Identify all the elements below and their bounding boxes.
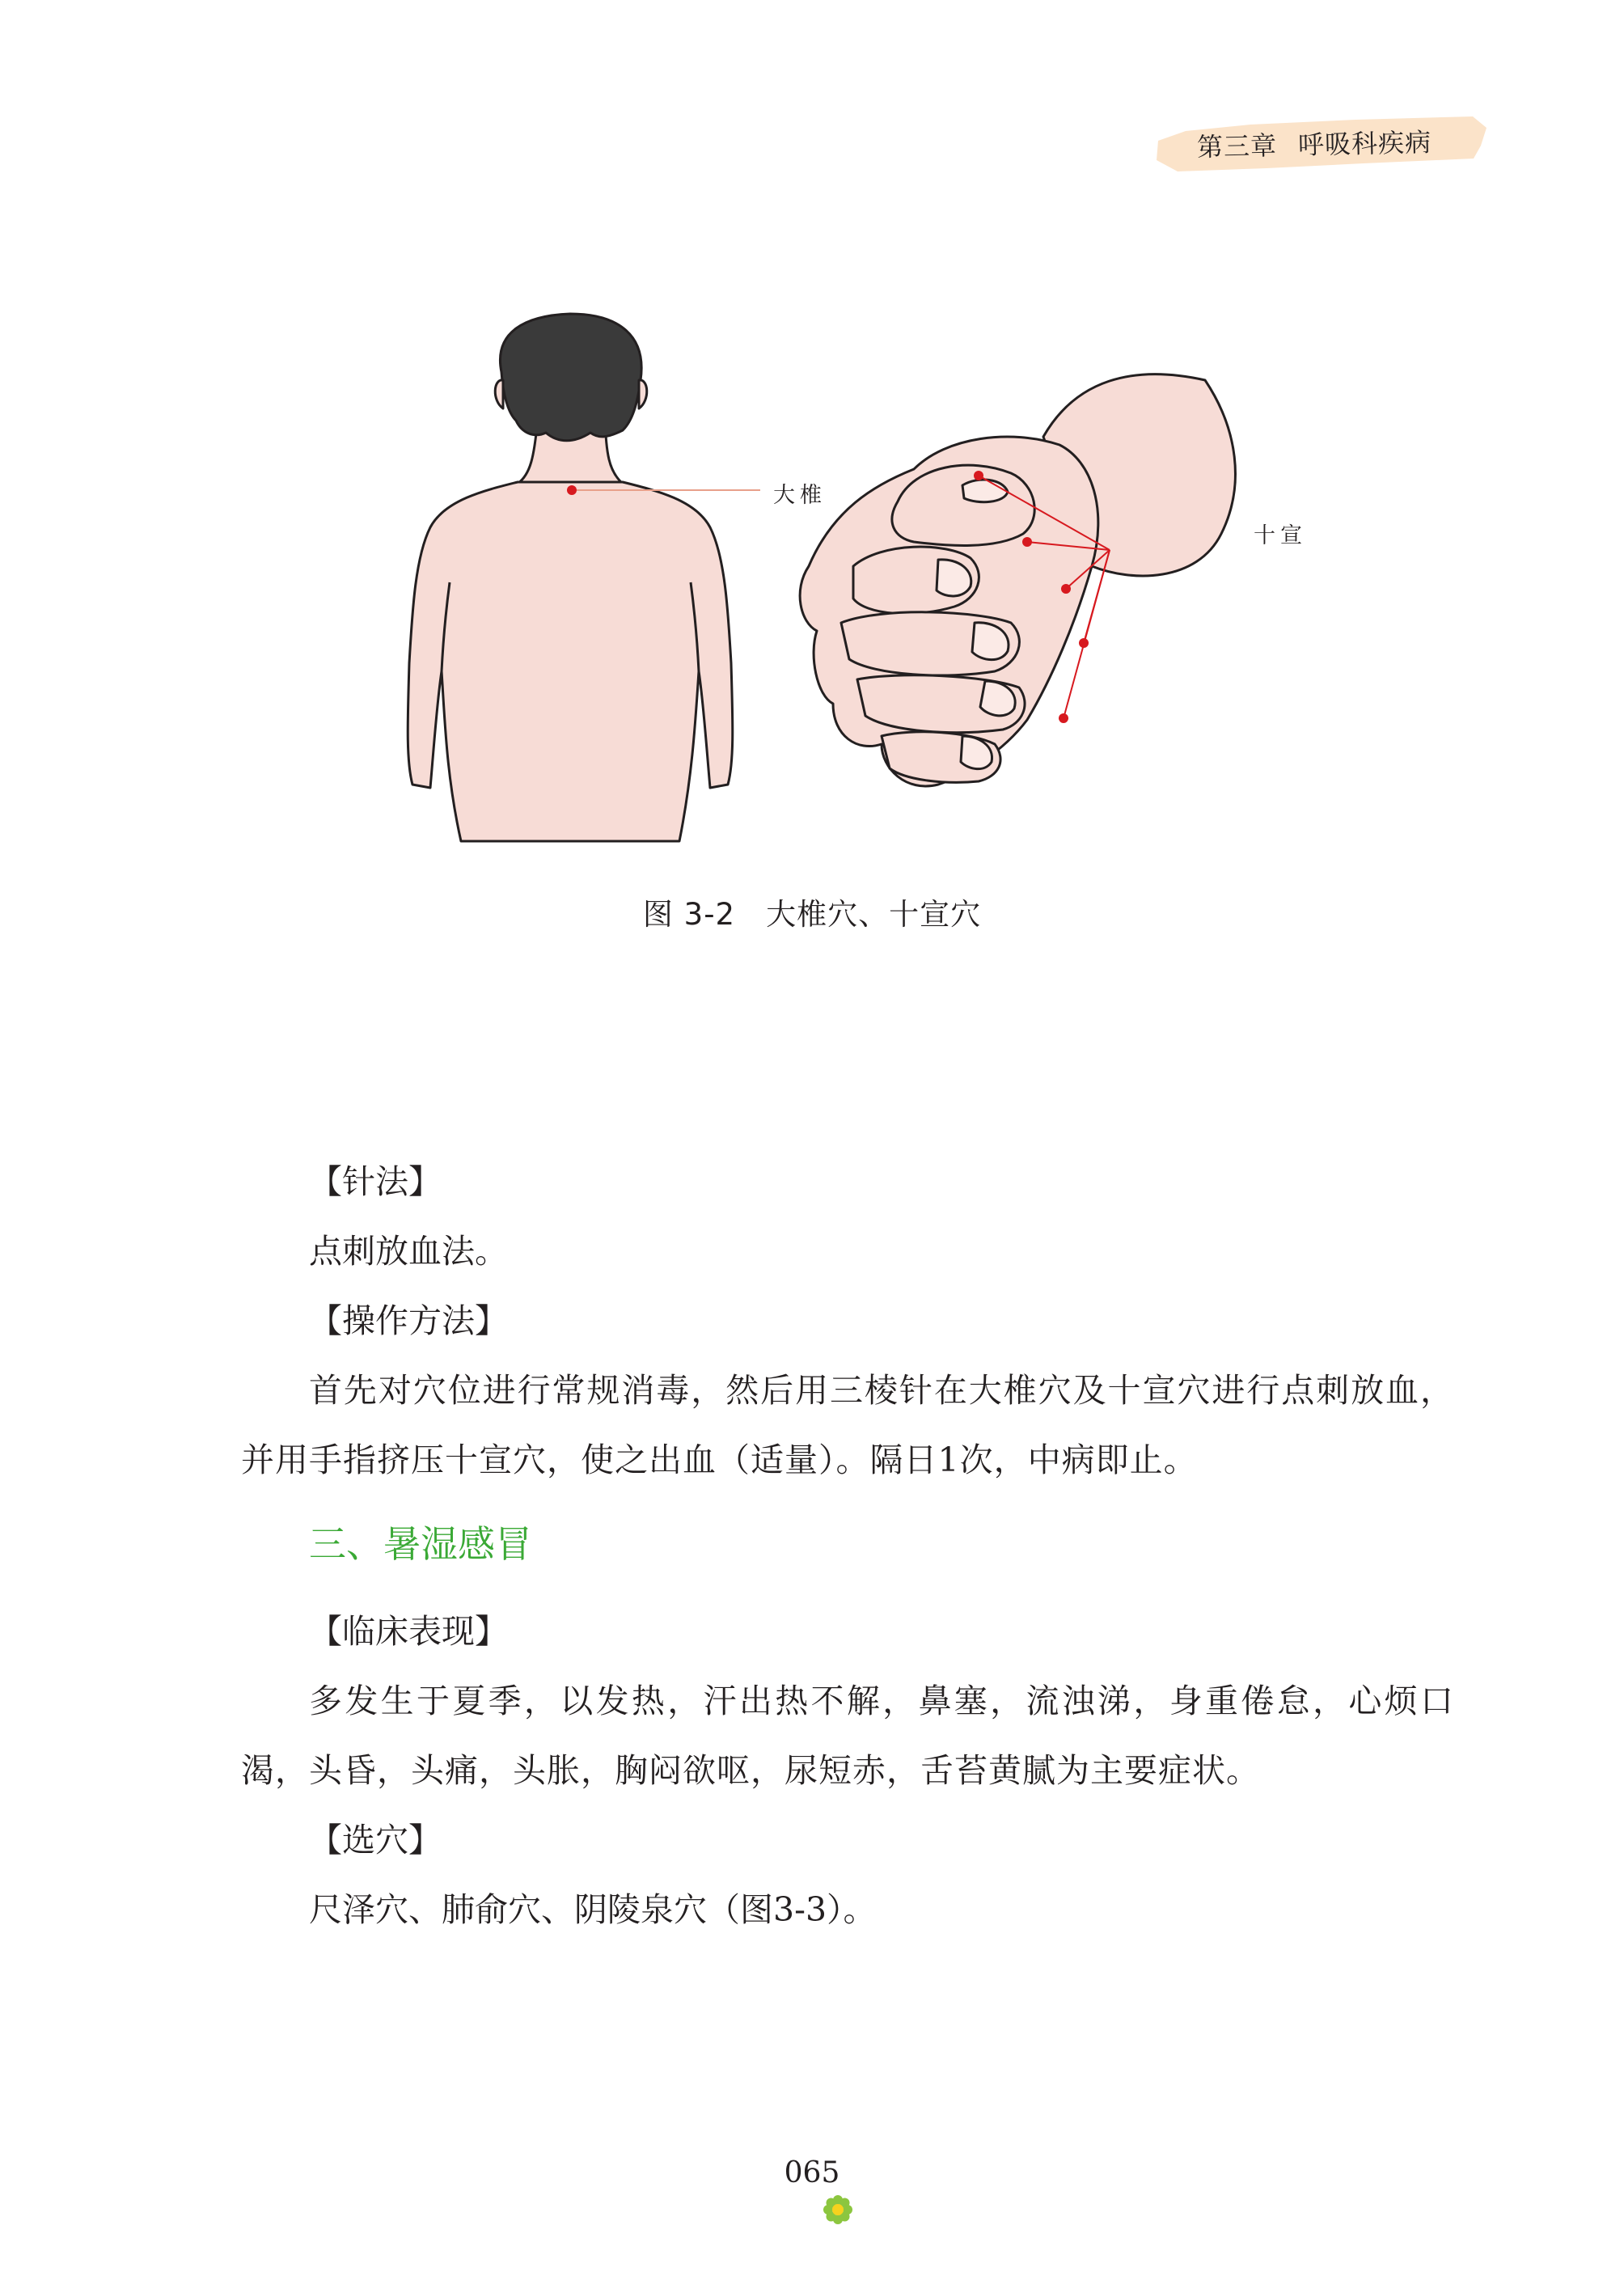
page-number: 065 <box>784 2156 840 2189</box>
body-text <box>241 1147 1454 1944</box>
clinical-text: 多发生于夏季，以发热，汗出热不解，鼻塞，流浊涕，身重倦怠，心烦口渴，头昏，头痛，头胀，胸闷欲呕，尿短赤，舌苔黄腻为主要症状。 <box>241 1682 1454 1790</box>
acupoint-illustration <box>380 299 1334 865</box>
dazhui-point <box>567 485 577 495</box>
chapter-number: 第三章 <box>1196 129 1278 163</box>
flower-icon <box>822 2194 854 2226</box>
dazhui-label: 大椎 <box>773 483 827 508</box>
fist-figure <box>800 374 1235 786</box>
figure-number: 图 3-2 <box>642 897 736 932</box>
figure-caption <box>0 890 1624 933</box>
shixuan-label: 十宣 <box>1254 523 1307 548</box>
operation-heading: 【操作方法】 <box>309 1301 508 1340</box>
points-heading: 【选穴】 <box>309 1821 442 1859</box>
needle-text: 点刺放血法。 <box>309 1232 508 1271</box>
back-figure <box>408 314 733 841</box>
chapter-heading <box>1197 122 1432 164</box>
points-text: 尺泽穴、肺俞穴、阴陵泉穴（图3-3）。 <box>309 1890 877 1929</box>
section-title: 三、暑湿感冒 <box>309 1522 532 1566</box>
chapter-tag <box>1153 113 1489 176</box>
figure-3-2 <box>380 299 1334 865</box>
operation-text: 首先对穴位进行常规消毒，然后用三棱针在大椎穴及十宣穴进行点刺放血，并用手指挤压十宣穴，使之出血（适量）。隔日1次，中病即止。 <box>241 1371 1454 1479</box>
figure-title: 大椎穴、十宣穴 <box>766 897 982 932</box>
chapter-title: 呼吸科疾病 <box>1297 126 1432 161</box>
clinical-heading: 【临床表现】 <box>309 1612 508 1651</box>
needle-heading: 【针法】 <box>309 1162 442 1201</box>
